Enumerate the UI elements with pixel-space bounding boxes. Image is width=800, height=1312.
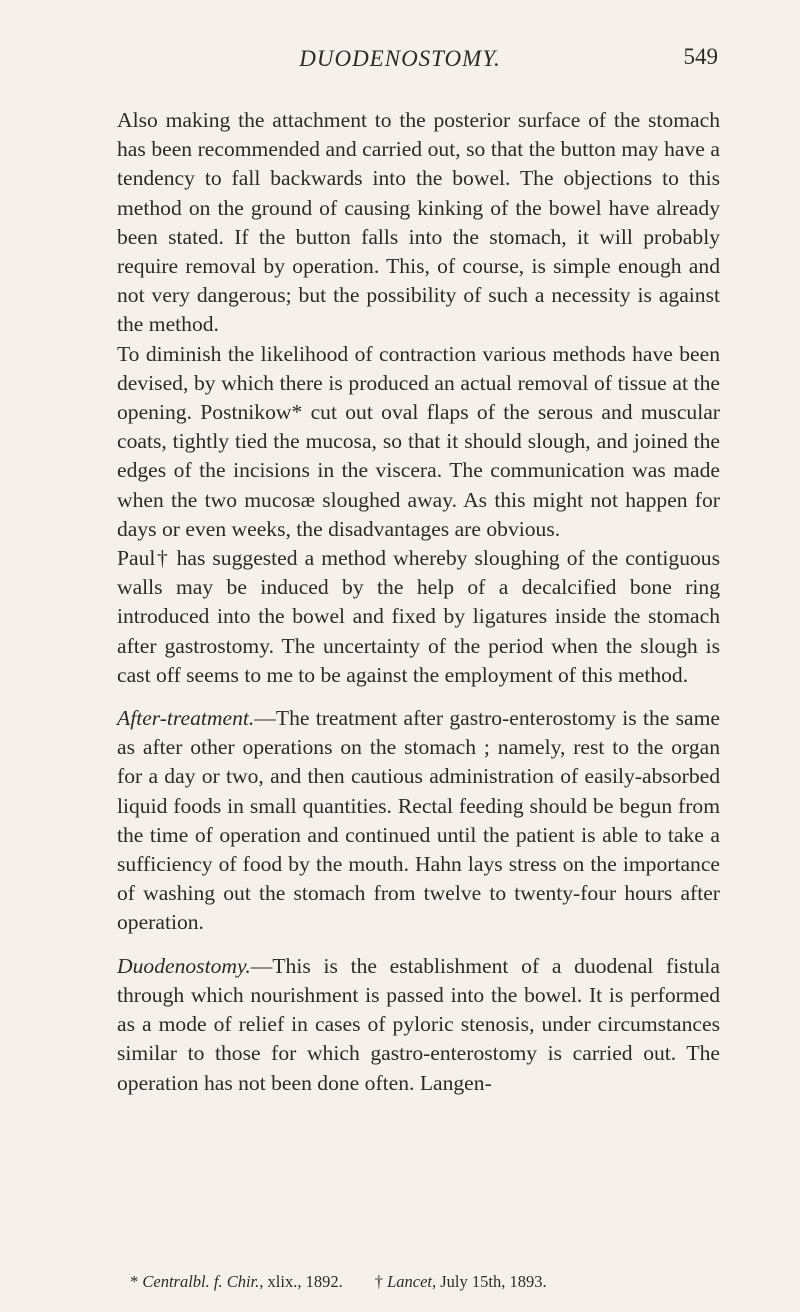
running-head: DUODENOSTOMY. [299, 46, 501, 71]
paragraph-contraction-methods: To diminish the likelihood of contraction various methods have been devised, by which there is produced an actual removal of tissue at the opening. Postnikow* cut out oval flaps of the serous and muscular coats, tightly tied the mucosa, so that it should slough, and joined the edges of the incisions in the viscera. The communication was made when the two mucosæ sloughed away. As this might not happen for days or even weeks, the disadvantages are obvious. [117, 341, 720, 541]
footnotes [130, 1272, 730, 1292]
footnote-source: Centralbl. f. Chir. [142, 1272, 260, 1291]
section-heading-duodenostomy: Duodenostomy. [117, 953, 251, 978]
paragraph-duodenostomy [117, 952, 720, 1098]
section-heading-after-treatment: After-treatment. [117, 706, 255, 731]
paragraph-paul-method: Paul† has suggested a method whereby sloughing of the contiguous walls may be induced by the help of a decalcified bone ring introduced into the bowel and fixed by ligatures inside the stomach after gastrostomy. The uncertainty of the period when the slough is cast off seems to me to be against the employment of this method. [117, 546, 720, 687]
footnote [130, 1272, 343, 1292]
after-treatment-text: —The treatment after gastro-enterostomy is the same as after other operations on the stomach ; namely, rest to the organ for a day or two, and then cautious administration of easily-absorbed liquid foods in small quantities. Rectal feeding should be begun from the time of operation and continued until the patient is able to take a sufficiency of food by the mouth. Hahn lays stress on the importance of washing out the stomach from twelve to twenty-four hours after operation. [117, 706, 720, 935]
footnote-citation: , xlix., 1892. [259, 1272, 343, 1291]
footnote-mark: * [130, 1272, 139, 1291]
footnote-citation: , July 15th, 1893. [432, 1272, 547, 1291]
footnote-mark: † [374, 1272, 383, 1291]
footnote-source: Lancet [387, 1272, 432, 1291]
page-header [0, 40, 800, 80]
duodenostomy-text: —This is the establishment of a duodenal fistula through which nourishment is passed into the bowel. It is performed as a mode of relief in cases of pyloric stenosis, under circumstances similar to those for which gastro-enterostomy is carried out. The operation has not been done often. Langen- [117, 953, 720, 1095]
paragraph-after-treatment [117, 704, 720, 938]
body-text [117, 106, 720, 1098]
page-number: 549 [683, 44, 718, 69]
paragraph-button-attachment: Also making the attachment to the posterior surface of the stomach has been recommended and carried out, so that the button may have a tendency to fall backwards into the bowel. The objections to this method on the ground of causing kinking of the bowel have already been stated. If the button falls into the stomach, it will probably require removal by operation. This, of course, is simple enough and not very dangerous; but the possibility of such a necessity is against the method. [117, 108, 720, 337]
footnote [375, 1272, 547, 1292]
